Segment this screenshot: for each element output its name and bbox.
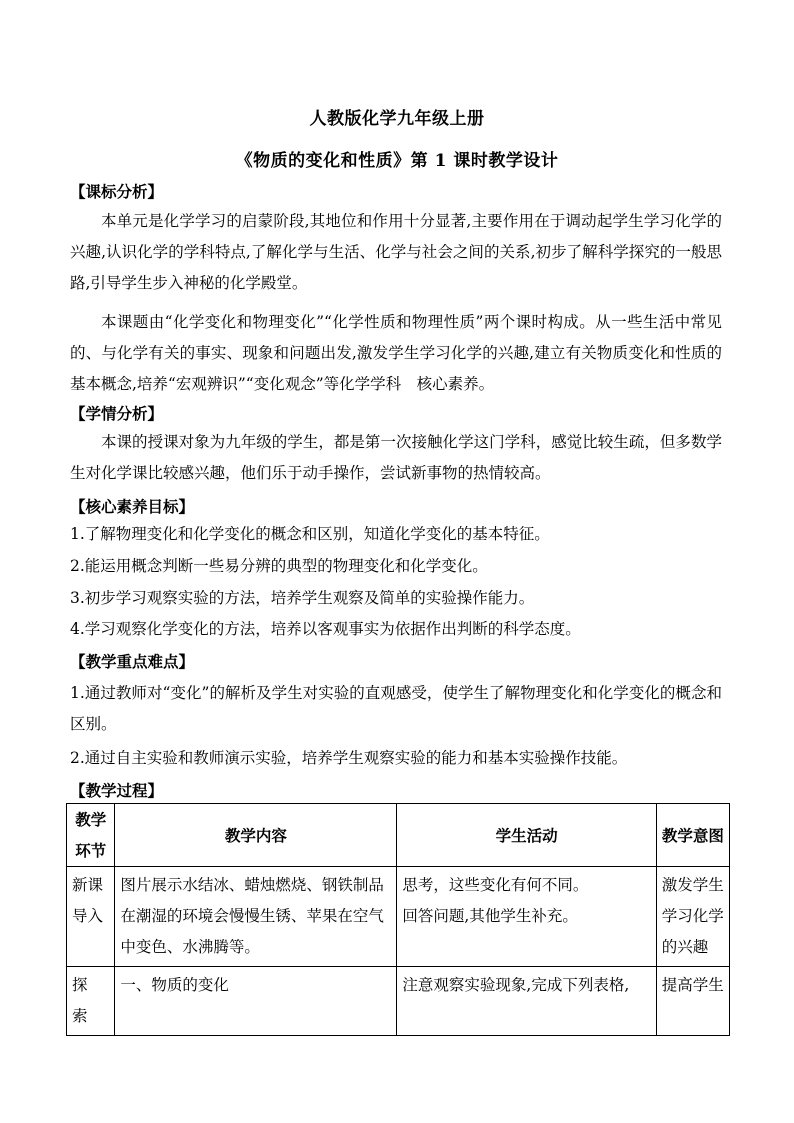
key-point-item-2: 2.通过自主实验和教师演示实验，培养学生观察实验的能力和基本实验操作技能。 bbox=[70, 749, 628, 767]
table-row bbox=[67, 967, 730, 1036]
cell-content: 一、物质的变化 bbox=[115, 967, 397, 1036]
cell-stage: 探索 bbox=[67, 967, 115, 1036]
section-heading-goals: 【核心素养目标】 bbox=[70, 497, 195, 516]
table-row bbox=[67, 867, 730, 967]
curriculum-paragraph-1: 本单元是化学学习的启蒙阶段,其地位和作用十分显著,主要作用在于调动起学生学习化学的兴趣,认识化学的学科特点,了解化学与生活、化学与社会之间的关系,初步了解科学探究的一般思路,引导学生步入神秘的化学殿堂。 bbox=[70, 212, 722, 292]
curriculum-paragraph-2: 本课题由“化学变化和物理变化”“化学性质和物理性质”两个课时构成。从一些生活中常见的、与化学有关的事实、现象和问题出发,激发学生学习化学的兴趣,建立有关物质变化和性质的基本概念,培养“宏观辨识”“变化观念”等化学学科 核心素养。 bbox=[70, 313, 722, 393]
table-header-row bbox=[67, 804, 730, 867]
document-subtitle: 《物质的变化和性质》第 1 课时教学设计 bbox=[235, 151, 559, 171]
cell-intent: 激发学生学习化学的兴趣 bbox=[656, 867, 729, 967]
header-content: 教学内容 bbox=[115, 804, 397, 867]
section-heading-key-points: 【教学重点难点】 bbox=[70, 652, 195, 671]
header-activity: 学生活动 bbox=[397, 804, 656, 867]
teaching-process-table bbox=[66, 803, 730, 1036]
section-heading-process: 【教学过程】 bbox=[70, 781, 164, 800]
cell-intent: 提高学生 bbox=[656, 967, 729, 1036]
cell-activity: 注意观察实验现象,完成下列表格, bbox=[397, 967, 656, 1036]
section-heading-learners: 【学情分析】 bbox=[70, 404, 164, 423]
section-heading-curriculum: 【课标分析】 bbox=[70, 182, 164, 201]
document-title: 人教版化学九年级上册 bbox=[309, 109, 485, 129]
activity-line: 思考，这些变化有何不同。 bbox=[402, 876, 589, 894]
cell-stage: 新课导入 bbox=[67, 867, 115, 967]
goal-item: 3.初步学习观察实验的方法，培养学生观察及简单的实验操作能力。 bbox=[70, 589, 535, 607]
cell-content: 图片展示水结冰、蜡烛燃烧、钢铁制品在潮湿的环境会慢慢生锈、苹果在空气中变色、水沸腾等。 bbox=[115, 867, 397, 967]
activity-line: 回答问题,其他学生补充。 bbox=[402, 907, 578, 925]
header-stage: 教学环节 bbox=[67, 804, 115, 867]
goal-item: 1.了解物理变化和化学变化的概念和区别，知道化学变化的基本特征。 bbox=[70, 525, 550, 543]
goal-item: 2.能运用概念判断一些易分辨的典型的物理变化和化学变化。 bbox=[70, 557, 488, 575]
cell-activity bbox=[397, 867, 656, 967]
header-intent: 教学意图 bbox=[656, 804, 729, 867]
learners-paragraph: 本课的授课对象为九年级的学生，都是第一次接触化学这门学科，感觉比较生疏，但多数学生对化学课比较感兴趣，他们乐于动手操作，尝试新事物的热情较高。 bbox=[70, 433, 722, 482]
key-point-item-1: 1.通过教师对“变化”的解析及学生对实验的直观感受，使学生了解物理变化和化学变化的概念和区别。 bbox=[70, 684, 722, 733]
goal-item: 4.学习观察化学变化的方法，培养以客观事实为依据作出判断的科学态度。 bbox=[70, 620, 581, 638]
